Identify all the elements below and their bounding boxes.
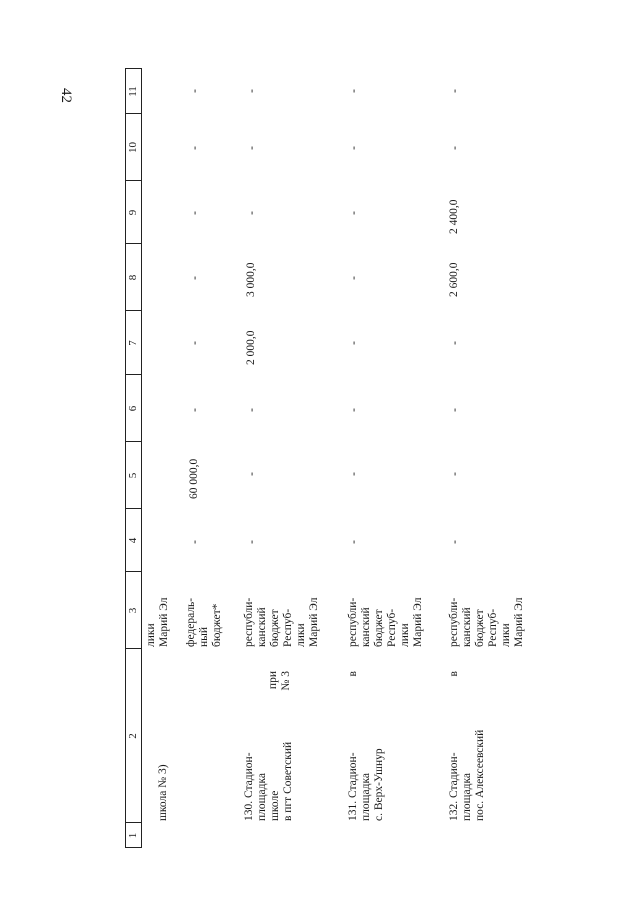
column-header: 1	[127, 832, 139, 839]
funding-source-cell: республи- канский бюджет Респуб- лики Марий Эл	[347, 597, 424, 647]
value-cell: -	[244, 89, 258, 93]
page-number: 42	[58, 88, 74, 103]
value-cell: -	[447, 89, 461, 93]
column-header: 9	[127, 209, 139, 216]
value-cell: -	[244, 540, 258, 544]
value-cell: -	[447, 472, 461, 476]
funding-source-cell: республи- канский бюджет Респуб- лики Марий Эл	[243, 597, 320, 647]
value-cell: -	[187, 89, 201, 93]
value-cell: 2 400,0	[448, 199, 460, 234]
funding-source-cell: федераль- ный бюджет*	[185, 597, 223, 647]
object-name-cell-right: в	[347, 671, 359, 677]
value-cell: -	[346, 211, 360, 215]
column-header: 2	[127, 733, 139, 739]
value-cell: 60 000,0	[188, 458, 200, 499]
value-cell: -	[346, 540, 360, 544]
object-name-cell-right: в	[448, 671, 460, 677]
object-name-cell-right: при № 3	[267, 671, 292, 691]
value-cell: -	[447, 540, 461, 544]
value-cell: -	[346, 146, 360, 150]
value-cell: -	[187, 276, 201, 280]
value-cell: -	[244, 211, 258, 215]
column-header: 7	[127, 340, 139, 346]
value-cell: 3 000,0	[245, 262, 257, 297]
funding-source-cell: лики Марий Эл	[145, 597, 170, 647]
value-cell: -	[244, 408, 258, 412]
value-cell: -	[346, 341, 360, 345]
value-cell: -	[187, 540, 201, 544]
object-name-cell: школа № 3)	[157, 764, 169, 821]
value-cell: -	[346, 472, 360, 476]
value-cell: -	[447, 146, 461, 150]
value-cell: -	[244, 146, 258, 150]
column-header: 3	[127, 607, 139, 614]
value-cell: -	[346, 89, 360, 93]
column-header: 4	[127, 537, 139, 544]
value-cell: -	[346, 276, 360, 280]
column-header: 6	[127, 405, 139, 412]
funding-source-cell: республи- канский бюджет Респуб- лики Марий Эл	[448, 597, 525, 647]
column-header: 10	[127, 142, 139, 153]
object-name-cell: 131. Стадион- площадка с. Верх-Ушнур	[347, 748, 385, 821]
object-name-cell: 130. Стадион- площадка школе в пгт Советский	[243, 741, 294, 821]
value-cell: 2 600,0	[448, 262, 460, 297]
value-cell: -	[187, 341, 201, 345]
object-name-cell: 132. Стадион- площадка пос. Алексеевский	[448, 729, 486, 821]
value-cell: -	[187, 146, 201, 150]
column-header: 8	[127, 274, 139, 281]
value-cell: -	[187, 211, 201, 215]
value-cell: -	[346, 408, 360, 412]
value-cell: 2 000,0	[245, 330, 257, 365]
value-cell: -	[187, 408, 201, 412]
column-header: 11	[127, 86, 139, 97]
value-cell: -	[447, 341, 461, 345]
value-cell: -	[244, 472, 258, 476]
header-bottom-rule	[141, 68, 142, 848]
value-cell: -	[447, 408, 461, 412]
rotated-table	[125, 68, 640, 848]
column-header: 5	[127, 472, 139, 479]
